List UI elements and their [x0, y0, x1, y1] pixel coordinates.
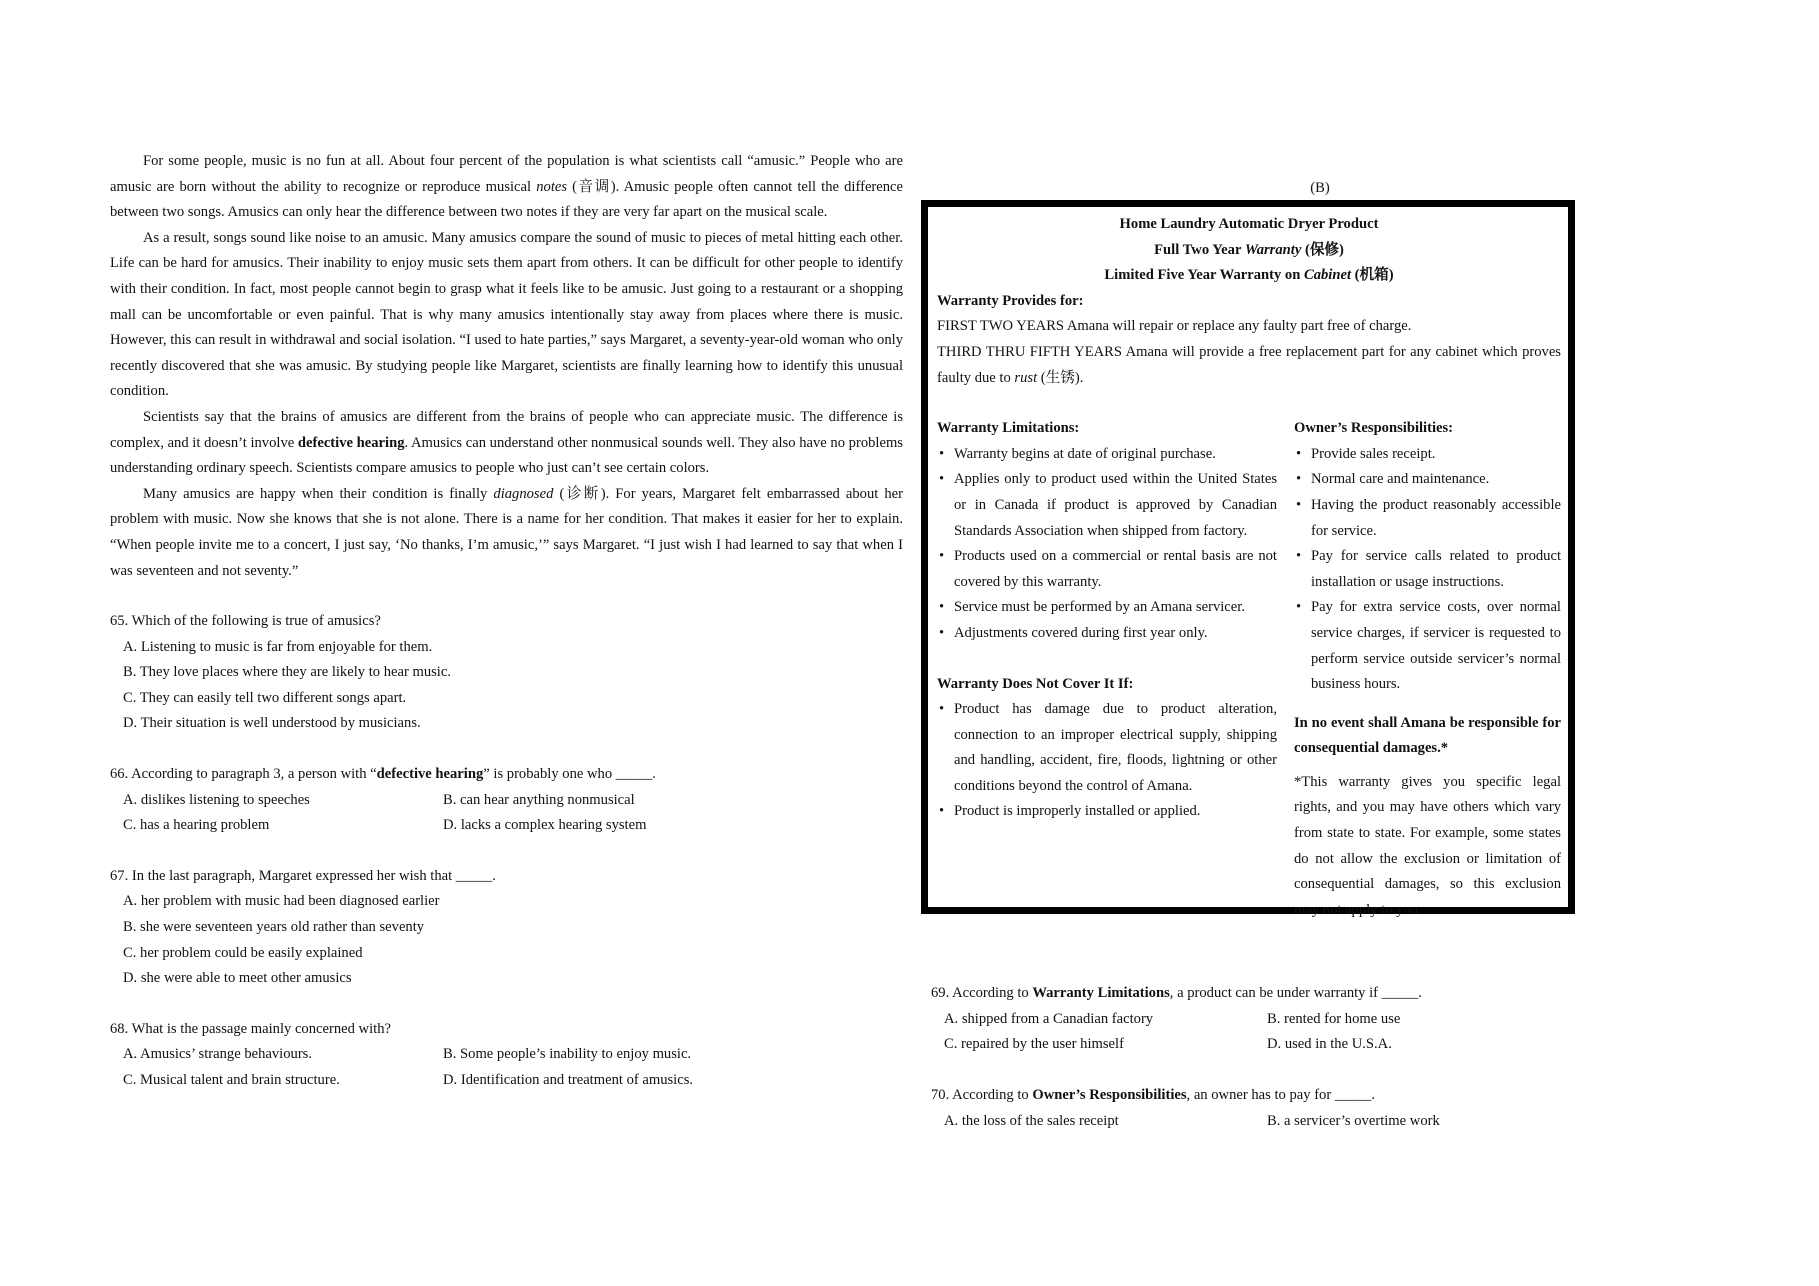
list-item: • Warranty begins at date of original purchase.: [937, 442, 1277, 468]
warranty-subtitle: Full Two Year Warranty (保修): [1154, 241, 1344, 258]
section-label: (B): [1310, 180, 1330, 196]
question-stem: 70. According to Owner’s Responsibilities, an owner has to pay for _____.: [931, 1087, 1375, 1103]
question-67: [110, 864, 903, 992]
provides-line-1: FIRST TWO YEARS Amana will repair or replace any faulty part free of charge.: [937, 318, 1412, 335]
question-66: [110, 762, 903, 839]
option-b[interactable]: B. rented for home use: [1267, 1010, 1401, 1027]
option-c[interactable]: C. has a hearing problem: [123, 817, 270, 834]
question-stem: 65. Which of the following is true of amusics?: [110, 613, 381, 630]
option-d[interactable]: D. used in the U.S.A.: [1267, 1036, 1392, 1053]
no-event-statement: In no event shall Amana be responsible for consequential damages.*: [1294, 714, 1561, 757]
list-item: • Having the product reasonably accessible for service.: [1294, 493, 1561, 544]
option-a[interactable]: A. Listening to music is far from enjoyable for them.: [123, 638, 433, 655]
question-65: [110, 609, 903, 737]
question-69: [931, 981, 1571, 1058]
provides-heading: Warranty Provides for:: [937, 292, 1084, 309]
option-c[interactable]: C. her problem could be easily explained: [123, 944, 363, 961]
option-b[interactable]: B. They love places where they are likely to hear music.: [123, 664, 451, 681]
question-stem: 69. According to Warranty Limitations, a product can be under warranty if _____.: [931, 985, 1422, 1001]
provides-line-2: THIRD THRU FIFTH YEARS Amana will provide a free replacement part for any cabinet which proves faulty due to rust (生锈).: [937, 343, 1561, 386]
option-b[interactable]: B. Some people’s inability to enjoy music.: [443, 1046, 692, 1063]
list-item: • Pay for service calls related to product installation or usage instructions.: [1294, 544, 1561, 595]
list-item: • Pay for extra service costs, over normal service charges, if servicer is requested to perform service outside servicer’s normal business hours.: [1294, 595, 1561, 697]
option-a[interactable]: A. her problem with music had been diagnosed earlier: [123, 893, 440, 910]
option-b[interactable]: B. can hear anything nonmusical: [443, 791, 635, 808]
option-a[interactable]: A. dislikes listening to speeches: [123, 791, 310, 808]
list-item: • Applies only to product used within the United States or in Canada if product is approved by Canadian Standards Association when shipped from factory.: [937, 467, 1277, 544]
warranty-title: Home Laundry Automatic Dryer Product: [1119, 216, 1379, 232]
warranty-box: [921, 200, 1575, 918]
option-c[interactable]: C. They can easily tell two different songs apart.: [123, 689, 407, 706]
option-c[interactable]: C. repaired by the user himself: [944, 1036, 1124, 1053]
option-a[interactable]: A. the loss of the sales receipt: [944, 1112, 1119, 1129]
warranty-subtitle-cabinet: Limited Five Year Warranty on Cabinet (机箱): [1104, 267, 1394, 284]
option-a[interactable]: A. Amusics’ strange behaviours.: [123, 1046, 313, 1063]
warranty-right-column: [1294, 416, 1561, 923]
owner-list: [1294, 442, 1561, 698]
question-70: [931, 1083, 1571, 1134]
owner-heading: Owner’s Responsibilities:: [1294, 420, 1454, 437]
not-cover-heading: Warranty Does Not Cover It If:: [937, 675, 1134, 692]
not-cover-list: [937, 697, 1277, 825]
question-stem: 66. According to paragraph 3, a person with “defective hearing” is probably one who _____.: [110, 766, 656, 783]
passage-paragraph-2: As a result, songs sound like noise to an amusic. Many amusics compare the sound of music to pieces of metal hitting each other. Life can be hard for amusics. Their inability to enjoy music sets them apart from others. It can be difficult for other people to identify with their condition. In fact, most people cannot begin to grasp what it feels like to be amusic. Just going to a restaurant or a shopping mall can be uncomfortable or even painful. That is why many amusics intentionally stay away from places where there is music. However, this can result in withdrawal and social isolation. “I used to hate parties,” says Margaret, a seventy-year-old woman who only recently discovered that she was amusic. By studying people like Margaret, scientists are finally learning how to identify this unusual condition.: [110, 229, 903, 400]
list-item: • Product is improperly installed or applied.: [937, 799, 1277, 825]
list-item: • Products used on a commercial or rental basis are not covered by this warranty.: [937, 544, 1277, 595]
passage-paragraph-4: Many amusics are happy when their condition is finally diagnosed (诊断). For years, Margaret felt embarrassed about her problem with music. Now she knows that she is not alone. There is a name for her condition. That makes it easier for her to explain. “When people invite me to a concert, I just say, ‘No thanks, I’m amusic,’” says Margaret. “I just wish I had learned to say that when I was seventeen and not seventy.”: [110, 485, 904, 579]
warranty-left-column: [937, 416, 1294, 923]
passage-a-column: [110, 149, 903, 1094]
option-a[interactable]: A. shipped from a Canadian factory: [944, 1010, 1154, 1027]
warranty-footnote: *This warranty gives you specific legal rights, and you may have others which vary from state to state. For example, some states do not allow the exclusion or limitation of consequential damages, so this exclusion may not apply to you.: [1294, 773, 1561, 918]
list-item: • Adjustments covered during first year only.: [937, 621, 1277, 647]
option-b[interactable]: B. a servicer’s overtime work: [1267, 1112, 1440, 1129]
list-item: • Service must be performed by an Amana servicer.: [937, 595, 1277, 621]
question-stem: 68. What is the passage mainly concerned with?: [110, 1020, 391, 1037]
passage-paragraph-1: For some people, music is no fun at all. About four percent of the population is what scientists call “amusic.” People who are amusic are born without the ability to recognize or reproduce musical notes (音调). Amusic people often cannot tell the difference between two songs. Amusics can only hear the difference between two notes if they are very far apart on the musical scale.: [110, 153, 904, 221]
question-stem: 67. In the last paragraph, Margaret expressed her wish that _____.: [110, 867, 496, 884]
question-68: [110, 1017, 903, 1094]
limitations-list: [937, 442, 1277, 647]
list-item: • Product has damage due to product alteration, connection to an improper electrical supply, shipping and handling, accident, fire, floods, lightning or other conditions beyond the control of Amana.: [937, 697, 1277, 799]
option-d[interactable]: D. she were able to meet other amusics: [123, 970, 352, 987]
option-c[interactable]: C. Musical talent and brain structure.: [123, 1072, 340, 1088]
option-d[interactable]: D. lacks a complex hearing system: [443, 817, 647, 834]
list-item: • Provide sales receipt.: [1294, 442, 1561, 468]
limitations-heading: Warranty Limitations:: [937, 420, 1080, 437]
option-d[interactable]: D. Identification and treatment of amusics.: [443, 1072, 694, 1088]
passage-paragraph-3: Scientists say that the brains of amusics are different from the brains of people who can appreciate music. The difference is complex, and it doesn’t involve defective hearing. Amusics can understand other nonmusical sounds well. They also have no problems understanding ordinary speech. Scientists compare amusics to people who just can’t see certain colors.: [110, 408, 903, 477]
list-item: • Normal care and maintenance.: [1294, 467, 1561, 493]
option-b[interactable]: B. she were seventeen years old rather than seventy: [123, 919, 425, 936]
option-d[interactable]: D. Their situation is well understood by musicians.: [123, 715, 421, 732]
